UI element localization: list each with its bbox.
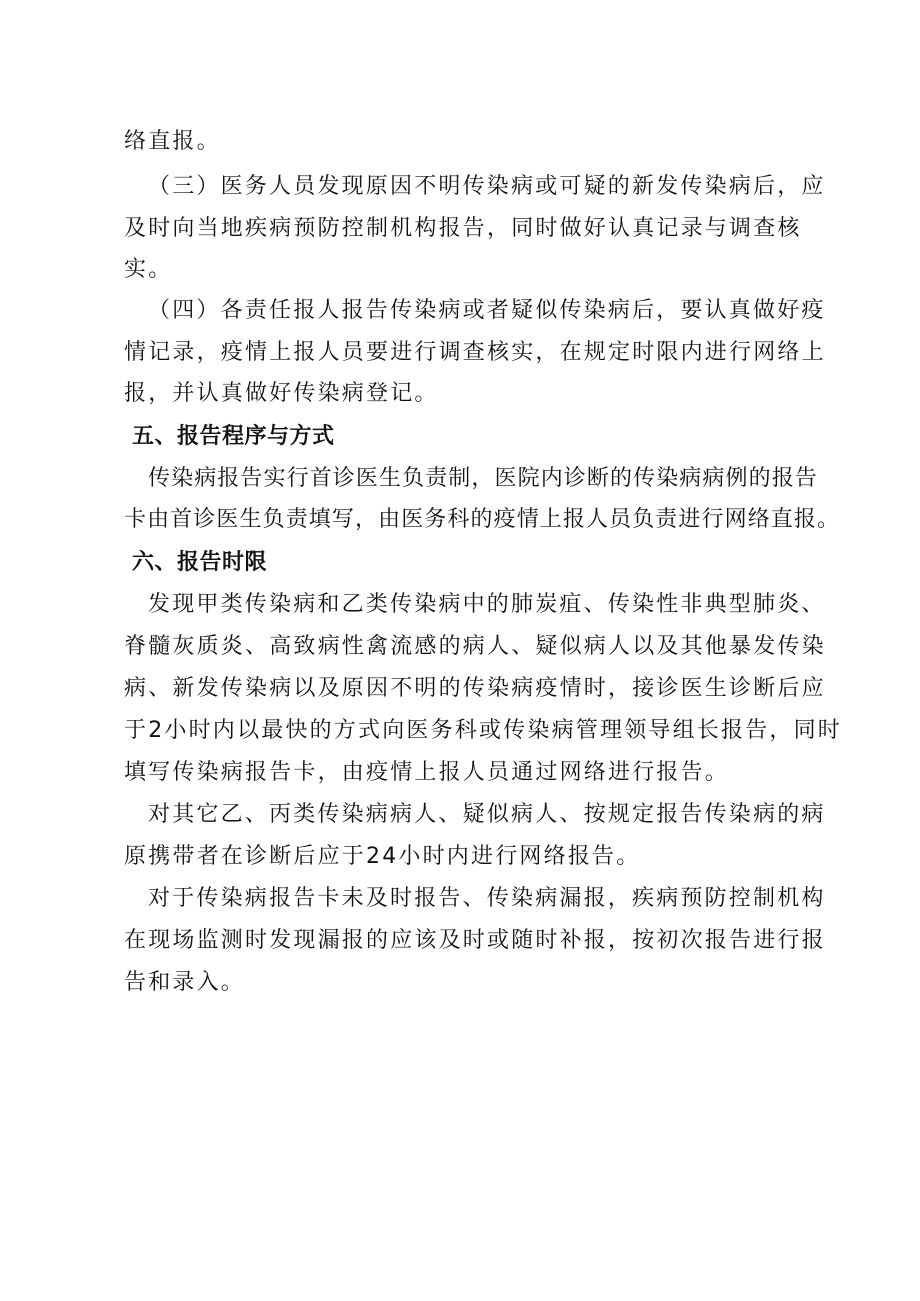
paragraph-line: 报，并认真做好传染病登记。 xyxy=(124,381,439,406)
section-heading-5: 五、报告程序与方式 xyxy=(132,424,335,449)
paragraph-line: 原携带者在诊断后应于24小时内进行网络报告。 xyxy=(124,844,641,869)
paragraph-line: 告和录入。 xyxy=(124,970,246,995)
paragraph-line: 传染病报告实行首诊医生负责制，医院内诊断的传染病病例的报告 xyxy=(148,466,818,491)
paragraph-line: 对于传染病报告卡未及时报告、传染病漏报，疾病预防控制机构 xyxy=(148,886,826,911)
paragraph-line: 病、新发传染病以及原因不明的传染病疫情时，接诊医生诊断后应 xyxy=(124,676,826,701)
paragraph-line: 填写传染病报告卡，由疫情上报人员通过网络进行报告。 xyxy=(124,760,730,785)
paragraph-line: 情记录，疫情上报人员要进行调查核实，在规定时限内进行网络上 xyxy=(124,340,826,365)
paragraph-line: 及时向当地疾病预防控制机构报告，同时做好认真记录与调查核 xyxy=(124,216,802,241)
paragraph-line: 卡由首诊医生负责填写，由医务科的疫情上报人员负责进行网络直报。 xyxy=(124,507,841,532)
paragraph-line: （四）各责任报人报告传染病或者疑似传染病后，要认真做好疫 xyxy=(148,298,826,323)
paragraph-line: 对其它乙、丙类传染病病人、疑似病人、按规定报告传染病的病 xyxy=(148,802,826,827)
paragraph-line: 脊髓灰质炎、高致病性禽流感的病人、疑似病人以及其他暴发传染 xyxy=(124,634,826,659)
paragraph-line: （三）医务人员发现原因不明传染病或可疑的新发传染病后，应 xyxy=(148,174,826,199)
paragraph-line: 于2小时内以最快的方式向医务科或传染病管理领导组长报告，同时 xyxy=(124,718,842,743)
section-heading-6: 六、报告时限 xyxy=(132,550,268,575)
paragraph-line: 实。 xyxy=(124,257,173,282)
paragraph-line: 发现甲类传染病和乙类传染病中的肺炭疽、传染性非典型肺炎、 xyxy=(148,592,826,617)
paragraph-line: 络直报。 xyxy=(124,129,221,154)
paragraph-line: 在现场监测时发现漏报的应该及时或随时补报，按初次报告进行报 xyxy=(124,928,826,953)
